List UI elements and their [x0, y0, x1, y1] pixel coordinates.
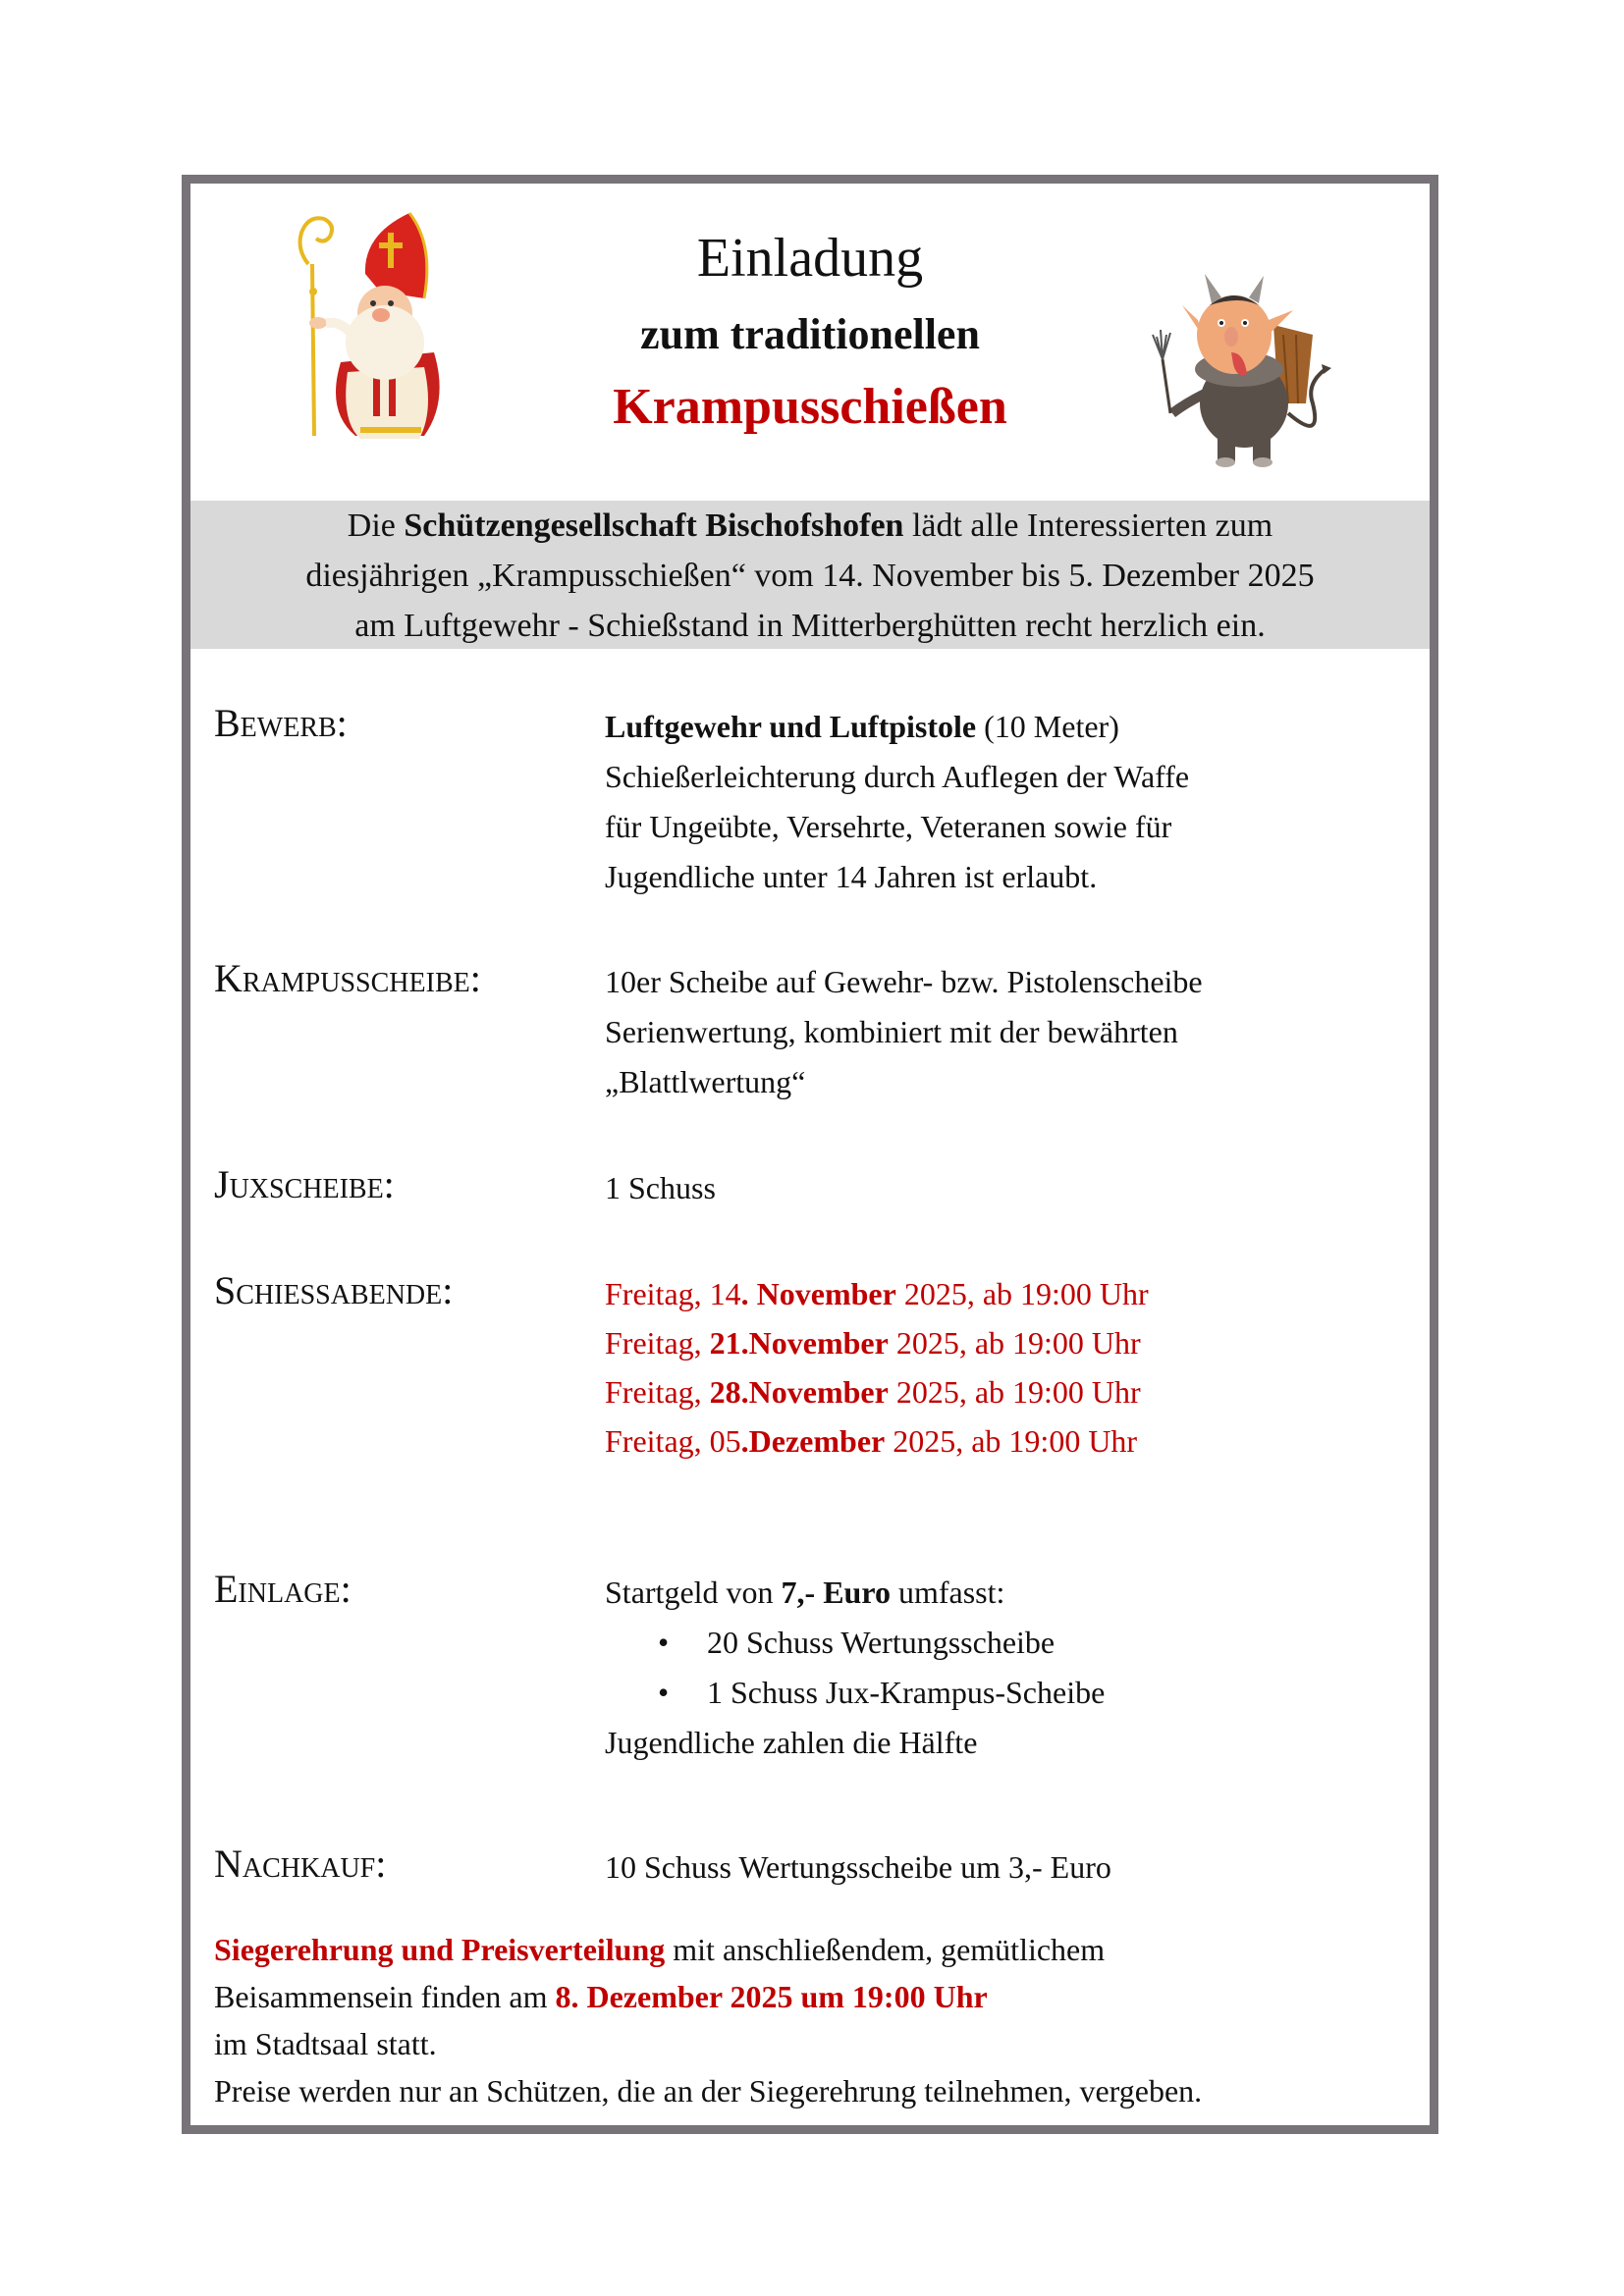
- date-text: Freitag, 14: [605, 1276, 741, 1311]
- section-label: Schiessabende:: [214, 1268, 454, 1312]
- footer-line-4: Preise werden nur an Schützen, die an der Siegerehrung teilnehmen, vergeben.: [214, 2073, 1203, 2109]
- ceremony-title: Siegerehrung und Preisverteilung: [214, 1932, 666, 1967]
- date-month: 21.November: [709, 1325, 889, 1361]
- content-line: [605, 1568, 1105, 1618]
- content-line: 1 Schuss: [605, 1170, 716, 1205]
- date-time: 2025, ab 19:00 Uhr: [888, 1325, 1141, 1361]
- section-label: Einlage:: [214, 1567, 352, 1611]
- section-content: [605, 957, 1203, 1107]
- date-text: Freitag, 05: [605, 1423, 741, 1459]
- header: [190, 184, 1430, 501]
- section-content: [605, 1568, 1105, 1768]
- intro-line-2: diesjährigen „Krampusschießen“ vom 14. November bis 5. Dezember 2025: [305, 558, 1315, 594]
- ceremony-date: 8. Dezember 2025 um 19:00 Uhr: [555, 1979, 988, 2014]
- content-line: Serienwertung, kombiniert mit der bewährten: [605, 1014, 1178, 1049]
- section-content: [605, 702, 1189, 902]
- footer-text: Beisammensein finden am: [214, 1979, 556, 2014]
- content-line: [605, 702, 1189, 752]
- date-item: [605, 1318, 1149, 1367]
- date-item: [605, 1367, 1149, 1416]
- event-name: Krampusschießen: [613, 379, 1007, 435]
- date-time: 2025, ab 19:00 Uhr: [895, 1276, 1149, 1311]
- award-ceremony-info: [214, 1926, 1202, 2114]
- section-label: Krampusscheibe:: [214, 956, 481, 1000]
- date-month: .Dezember: [740, 1423, 886, 1459]
- footer-text: mit anschließendem, gemütlichem: [665, 1932, 1106, 1967]
- date-time: 2025, ab 19:00 Uhr: [885, 1423, 1138, 1459]
- section-content: [605, 1163, 716, 1213]
- subtitle: zum traditionellen: [640, 310, 980, 358]
- invitation-frame: [182, 175, 1438, 2134]
- content-line: „Blattlwertung“: [605, 1064, 806, 1099]
- date-text: Freitag,: [605, 1374, 710, 1410]
- dates-list: [605, 1269, 1149, 1466]
- footer-line-1: [214, 1926, 1202, 1973]
- section-content: [605, 1842, 1111, 1893]
- title-einladung: Einladung: [696, 228, 924, 289]
- fee-text: Startgeld von: [605, 1575, 782, 1610]
- intro-line-1: [190, 501, 1430, 551]
- date-text: Freitag,: [605, 1325, 710, 1361]
- section-label: Nachkauf:: [214, 1842, 387, 1886]
- fee-includes-list: [605, 1618, 1105, 1718]
- date-month: 28.November: [709, 1374, 889, 1410]
- intro-line-3: am Luftgewehr - Schießstand in Mitterberghütten recht herzlich ein.: [354, 608, 1266, 644]
- list-item: • 1 Schuss Jux-Krampus-Scheibe: [707, 1668, 1105, 1718]
- date-item: [605, 1269, 1149, 1318]
- date-item: [605, 1416, 1149, 1466]
- content-line: Jugendliche zahlen die Hälfte: [605, 1725, 978, 1760]
- footer-line-2: [214, 1973, 1202, 2020]
- content-line: 10er Scheibe auf Gewehr- bzw. Pistolenscheibe: [605, 964, 1203, 999]
- content-line: Schießerleichterung durch Auflegen der Waffe: [605, 759, 1190, 794]
- intro-text: Die: [347, 507, 405, 544]
- intro-box: [190, 501, 1430, 649]
- intro-text: lädt alle Interessierten zum: [903, 507, 1273, 544]
- list-item: • 20 Schuss Wertungsscheibe: [707, 1618, 1105, 1668]
- fee-amount: 7,- Euro: [781, 1575, 891, 1610]
- fee-text: umfasst:: [890, 1575, 1005, 1610]
- date-month: . November: [740, 1276, 896, 1311]
- distance: (10 Meter): [976, 709, 1119, 744]
- footer-line-3: im Stadtsaal statt.: [214, 2026, 437, 2061]
- content-line: für Ungeübte, Versehrte, Veteranen sowie für: [605, 809, 1172, 844]
- section-label: Juxscheibe:: [214, 1162, 395, 1206]
- club-name: Schützengesellschaft Bischofshofen: [404, 507, 904, 544]
- krampus-illustration: [1151, 266, 1347, 472]
- section-label: Bewerb:: [214, 701, 348, 745]
- date-time: 2025, ab 19:00 Uhr: [888, 1374, 1141, 1410]
- content-line: Jugendliche unter 14 Jahren ist erlaubt.: [605, 859, 1098, 894]
- discipline: Luftgewehr und Luftpistole: [605, 709, 977, 744]
- content-line: 10 Schuss Wertungsscheibe um 3,- Euro: [605, 1849, 1111, 1885]
